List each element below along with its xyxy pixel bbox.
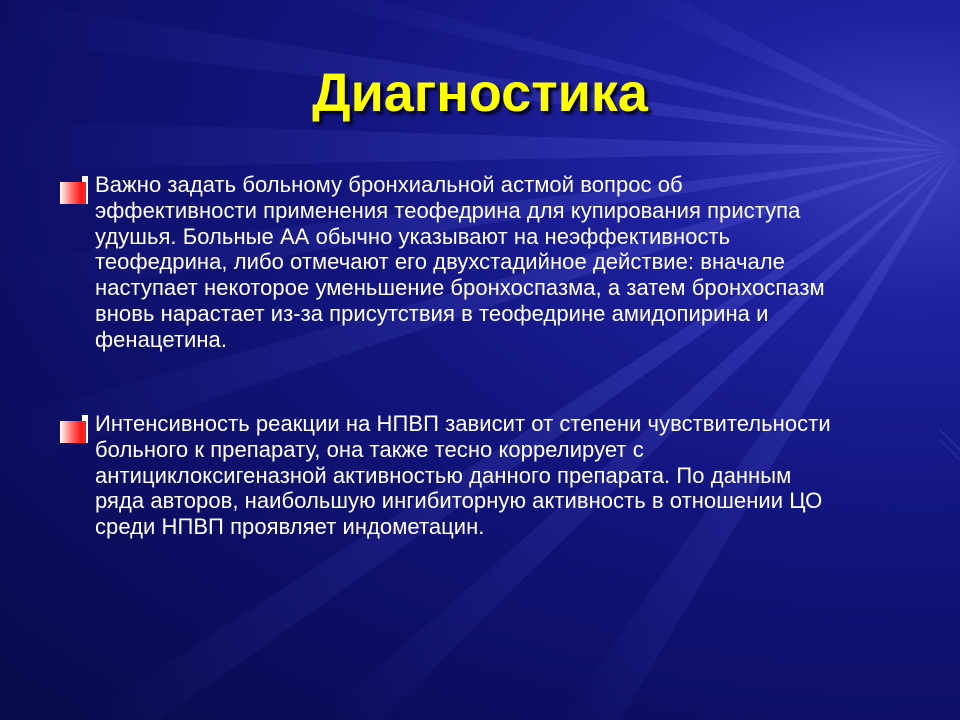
bullet-text: Важно задать больному бронхиальной астмой вопрос об эффективности применения теофедрина для купирования приступа удушья. Больные АА обычно указывают на неэффективность теофедрина, либо отмечают его двухстадийное действие: вначале наступает некоторое уменьшение бронхоспазма, а затем бронхоспазм вновь нарастает из-за присутствия в теофедрине амидопирина и фенацетина. [95, 172, 825, 352]
gradient-square-bullet-icon [60, 415, 90, 445]
slide-title: Диагностика [312, 63, 648, 123]
bullet-text: Интенсивность реакции на НПВП зависит от степени чувствительности больного к препарату, она также тесно коррелирует с антициклоксигеназной активностью данного препарата. По данным ряда авторов, наибольшую ингибиторную активность в отношении ЦО среди НПВП проявляет индометацин. [95, 411, 831, 540]
gradient-square-bullet-icon [60, 176, 90, 206]
